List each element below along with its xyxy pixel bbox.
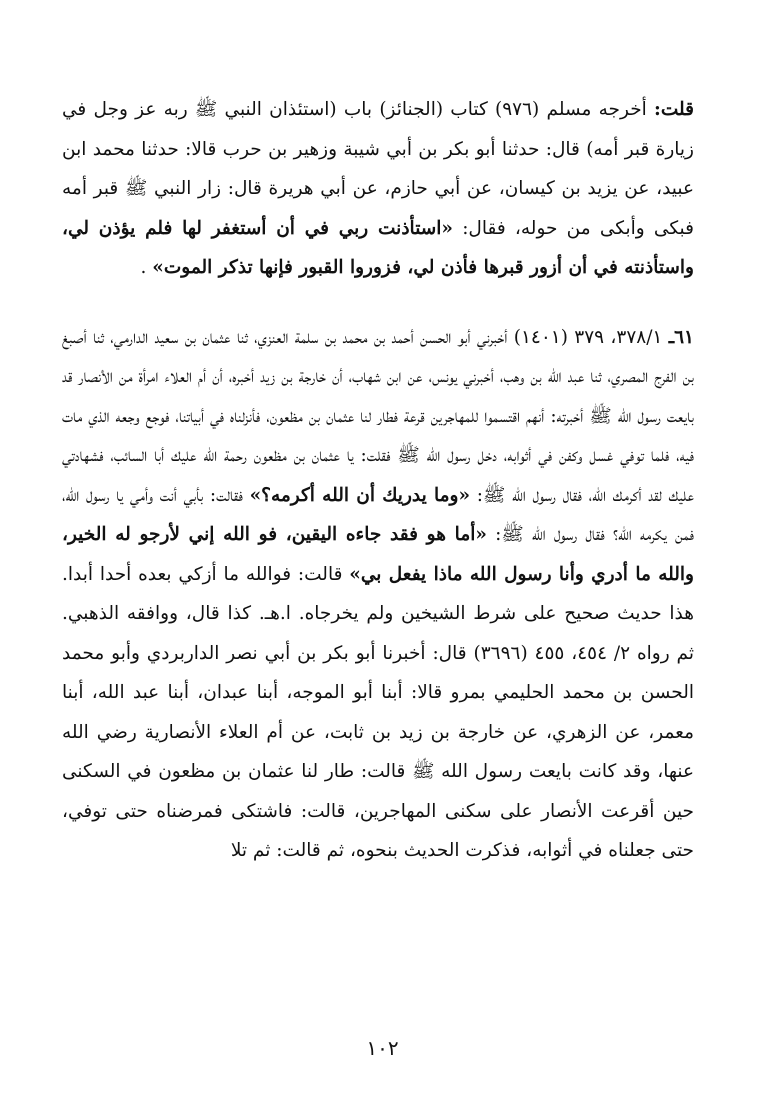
commentary-paragraph [62, 90, 694, 288]
entry-text-part-3: قالت: فوالله ما أزكي بعده أحدا أبدا. هذا حديث صحيح على شرط الشيخين ولم يخرجاه. ا.هـ. كذا قال، ووافقه الذهبي. ثم رواه ٢/ ٤٥٤، ٤٥٥ (٣٦٩٦) قال: أخبرنا أبو بكر بن أبي نصر الداربردي وأبو محمد الحسن بن محمد الحليمي بمرو قالا: أبنا أبو الموجه، أبنا عبدان، أبنا عبد الله، أبنا معمر، عن الزهري، عن خارجة بن زيد بن ثابت، عن أم العلاء الأنصارية رضي الله عنها، وقد كانت بايعت رسول الله ﷺ قالت: طار لنا عثمان بن مظعون في السكنى حين أقرعت الأنصار على سكنى المهاجرين، قالت: فاشتكى فمرضناه حتى توفي، حتى جعلناه في أثوابه، فذكرت الحديث بنحوه، ثم قالت: ثم تلا [62, 563, 694, 861]
entry-text-part-2: فقالت: بأبي أنت وأمي يا رسول الله، فمن يكرمه الله؟ فقال رسول الله ﷺ: [62, 484, 695, 545]
page-number: ١٠٢ [366, 1036, 399, 1060]
commentary-end: . [140, 257, 153, 278]
commentary-lead-word: قلت: [654, 99, 694, 120]
entry-number: ٦١ـ [668, 326, 694, 348]
hadith-quote-1: «وما يدريك أن الله أكرمه؟» [249, 484, 471, 506]
hadith-entry-paragraph [62, 318, 694, 871]
book-page-text [62, 90, 694, 871]
hadith-quote: «استأذنت ربي في أن أستغفر لها فلم يؤذن لي، واستأذنته في أن أزور قبرها فأذن لي، فزوروا القبور فإنها تذكر الموت» [62, 217, 694, 278]
hadith-quote-2: «أما هو فقد جاءه اليقين، فو الله إني لأرجو له الخير، والله ما أدري وأنا رسول الله ماذا يفعل بي» [62, 524, 694, 585]
entry-text-part-1: ٣٧٨/١، ٣٧٩ (١٤٠١) أخبرني أبو الحسن أحمد بن محمد بن سلمة العنزي، ثنا عثمان بن سعيد الدارمي، ثنا أصبغ بن الفرج المصري، ثنا عبد الله بن وهب، أخبرني يونس، عن ابن شهاب، أن خارجة بن زيد أخبره، أن أم العلاء امرأة من الأنصار قد بايعت رسول الله ﷺ أخبرته: أنهم اقتسموا للمهاجرين قرعة فطار لنا عثمان بن مظعون، فأنزلناه في أبياتنا، فوجع وجعه الذي مات فيه، فلما توفي غسل وكفن في أثوابه، دخل رسول الله ﷺ فقلت: يا عثمان بن مظعون رحمة الله عليك أبا السائب، فشهادتي عليك لقد أكرمك الله، فقال رسول الله ﷺ: [62, 326, 694, 506]
commentary-text: أخرجه مسلم (٩٧٦) كتاب (الجنائز) باب (استئذان النبي ﷺ ربه عز وجل في زيارة قبر أمه) قال: حدثنا أبو بكر بن أبي شيبة وزهير بن حرب قالا: حدثنا محمد ابن عبيد، عن يزيد بن كيسان، عن أبي حازم، عن أبي هريرة قال: زار النبي ﷺ قبر أمه فبكى وأبكى من حوله، فقال: [62, 99, 694, 239]
